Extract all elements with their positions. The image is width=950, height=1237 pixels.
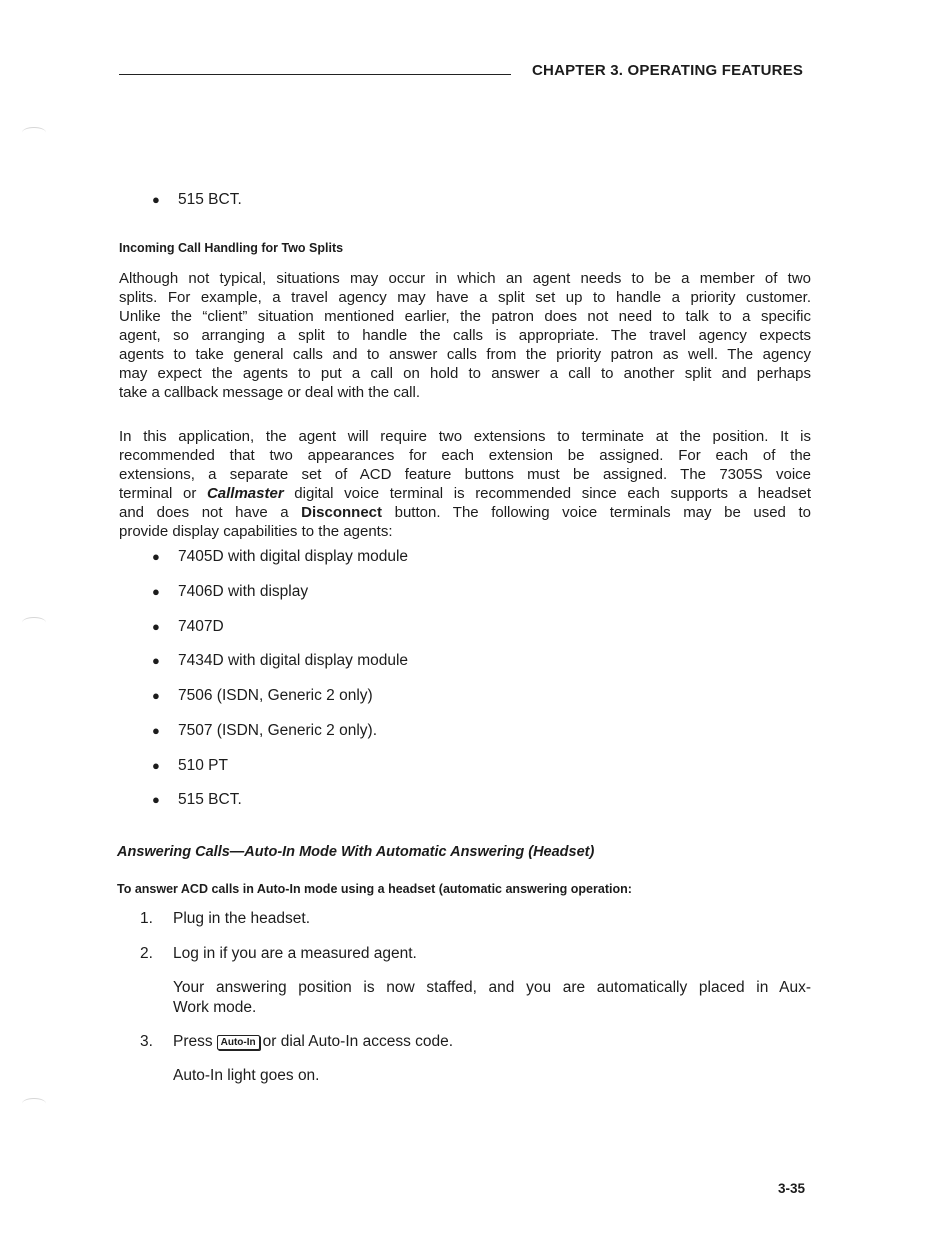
- list-item: ● 510 PT: [152, 757, 228, 774]
- bullet-icon: ●: [152, 192, 160, 207]
- paragraph-line: terminal or Callmaster digital voice terminal is recommended since each supports a headset: [119, 485, 811, 502]
- paragraph-line: In this application, the agent will require two extensions to terminate at the position. It is: [119, 428, 811, 445]
- binding-hole-mark: [22, 617, 46, 628]
- paragraph-line: agents to take general calls and to answer calls from the priority patron as well. The agency: [119, 346, 811, 363]
- bullet-icon: ●: [152, 619, 160, 634]
- paragraph-line: Your answering position is now staffed, and you are automatically placed in Aux-: [173, 979, 811, 996]
- list-item: ● 7405D with digital display module: [152, 548, 409, 565]
- paragraph-line: Auto-In light goes on.: [173, 1067, 320, 1084]
- list-item: ● 7507 (ISDN, Generic 2 only).: [152, 722, 378, 739]
- step-number: 2.: [140, 945, 153, 962]
- procedure-step: 1. Plug in the headset.: [140, 910, 311, 927]
- paragraph-line: Work mode.: [173, 999, 257, 1016]
- body-paragraph: [119, 269, 811, 402]
- list-item: ● 7407D: [152, 618, 224, 635]
- paragraph-line: Unlike the “client” situation mentioned earlier, the patron does not need to talk to a specific: [119, 308, 811, 325]
- bullet-icon: ●: [152, 653, 160, 668]
- button-name-disconnect: Disconnect: [301, 504, 383, 521]
- paragraph-line: Although not typical, situations may occur in which an agent needs to be a member of two: [119, 270, 811, 287]
- step-number: 3.: [140, 1033, 153, 1050]
- paragraph-line: provide display capabilities to the agents:: [119, 523, 393, 540]
- list-item: ● 7406D with display: [152, 583, 309, 600]
- list-item: ● 7434D with digital display module: [152, 652, 409, 669]
- bullet-icon: ●: [152, 688, 160, 703]
- bullet-icon: ●: [152, 723, 160, 738]
- bullet-icon: ●: [152, 758, 160, 773]
- binding-hole-mark: [22, 1098, 46, 1109]
- paragraph-line: and does not have a Disconnect button. The following voice terminals may be used to: [119, 504, 811, 521]
- bullet-icon: ●: [152, 792, 160, 807]
- procedure-heading: To answer ACD calls in Auto-In mode using a headset (automatic answering operation:: [117, 882, 632, 896]
- page-number: 3-35: [778, 1181, 806, 1196]
- section-heading: Answering Calls—Auto-In Mode With Automatic Answering (Headset): [117, 844, 595, 860]
- paragraph-line: take a callback message or deal with the call.: [119, 384, 420, 401]
- step-number: 1.: [140, 910, 153, 927]
- body-paragraph: [119, 427, 811, 541]
- procedure-step: 2. Log in if you are a measured agent.: [140, 945, 417, 962]
- step-result: [173, 1066, 811, 1086]
- product-name-callmaster: Callmaster: [206, 485, 284, 502]
- list-item: ● 515 BCT.: [152, 191, 242, 208]
- chapter-title: CHAPTER 3. OPERATING FEATURES: [532, 62, 804, 79]
- paragraph-line: may expect the agents to put a call on hold to answer a call to another split and perhaps: [119, 365, 811, 382]
- bullet-icon: ●: [152, 584, 160, 599]
- list-item: ● 7506 (ISDN, Generic 2 only): [152, 687, 373, 704]
- paragraph-line: agent, so arranging a split to handle the calls is appropriate. The travel agency expects: [119, 327, 811, 344]
- step-result: [173, 978, 811, 1018]
- paragraph-line: extensions, a separate set of ACD feature buttons must be assigned. The 7305S voice: [119, 466, 811, 483]
- paragraph-line: splits. For example, a travel agency may have a split set up to handle a priority customer.: [119, 289, 811, 306]
- procedure-step: 3. Press Auto-In or dial Auto-In access code.: [140, 1033, 454, 1050]
- bullet-icon: ●: [152, 549, 160, 564]
- section-heading: Incoming Call Handling for Two Splits: [119, 241, 344, 255]
- binding-hole-mark: [22, 127, 46, 138]
- paragraph-line: recommended that two appearances for each extension be assigned. For each of the: [119, 447, 811, 464]
- header-rule: [119, 74, 511, 75]
- auto-in-key: Auto-In: [217, 1035, 260, 1050]
- list-item: ● 515 BCT.: [152, 791, 242, 808]
